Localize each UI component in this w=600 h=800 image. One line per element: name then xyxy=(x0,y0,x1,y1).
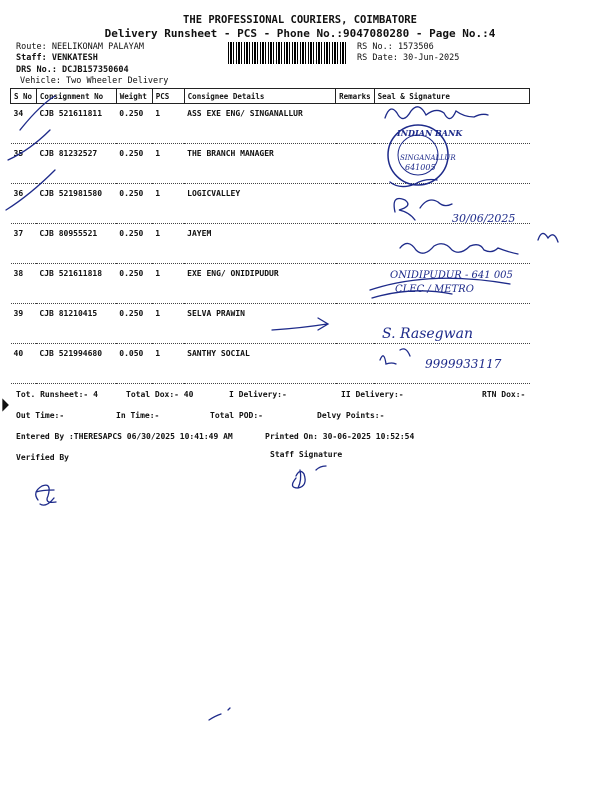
row-consignment: CJB 521611818 xyxy=(36,264,116,304)
row-pcs: 1 xyxy=(152,344,184,384)
row-weight: 0.250 xyxy=(116,104,152,144)
total-runsheet: Tot. Runsheet:- 4 xyxy=(16,390,98,399)
row-consignment: CJB 81210415 xyxy=(36,304,116,344)
row-weight: 0.050 xyxy=(116,344,152,384)
row-sno: 37 xyxy=(11,224,37,264)
rs-date: RS Date: 30-Jun-2025 xyxy=(357,53,460,63)
rtn-dox: RTN Dox:- xyxy=(482,390,526,399)
row-pcs: 1 xyxy=(152,304,184,344)
row-weight: 0.250 xyxy=(116,304,152,344)
col-pcs: PCS xyxy=(152,89,184,104)
row-consignee: ASS EXE ENG/ SINGANALLUR xyxy=(184,104,335,144)
staff-name: VENKATESH xyxy=(51,53,98,63)
i-delivery: I Delivery:- xyxy=(229,390,287,399)
col-weight: Weight xyxy=(116,89,152,104)
total-pod: Total POD:- xyxy=(210,411,263,420)
row-consignment: CJB 521611811 xyxy=(36,104,116,144)
stamp-text: 641005 xyxy=(405,163,436,172)
row-pcs: 1 xyxy=(152,144,184,184)
signature-row-37 xyxy=(400,233,558,254)
staff-signature-mark xyxy=(292,466,326,488)
row-consignment: CJB 81232527 xyxy=(36,144,116,184)
signature-date: 30/06/2025 xyxy=(452,212,516,225)
route: Route: NEELIKONAM PALAYAM xyxy=(16,42,144,52)
rs-number: RS No.: 1573506 xyxy=(357,42,434,52)
signature-row-40 xyxy=(380,349,410,364)
row-consignee: SELVA PRAWIN xyxy=(184,304,335,344)
drs-number: DRS No.: DCJB157350604 xyxy=(16,65,129,75)
punch-hole-mark xyxy=(3,400,8,410)
stamp-text: SINGANALLUR xyxy=(400,154,456,162)
vehicle: Vehicle: Two Wheeler Delivery xyxy=(20,76,169,86)
row-consignee: SANTHY SOCIAL xyxy=(184,344,335,384)
company-name: THE PROFESSIONAL COURIERS, COIMBATORE xyxy=(183,14,417,26)
row-consignment: CJB 521994680 xyxy=(36,344,116,384)
delivered-tick-mark xyxy=(20,96,55,130)
delivered-tick-mark xyxy=(8,130,50,160)
runsheet-subtitle: Delivery Runsheet - PCS - Phone No.:9047080280 - Page No.:4 xyxy=(104,27,496,40)
row-pcs: 1 xyxy=(152,264,184,304)
arrow-mark xyxy=(272,318,328,330)
stamp-text: ONIDIPUDUR - 641 005 xyxy=(390,270,513,281)
signature-row-34 xyxy=(385,107,488,119)
col-sno: S No xyxy=(11,89,37,104)
stamp-text: INDIAN BANK xyxy=(397,128,463,138)
stray-pen-mark xyxy=(209,708,230,720)
ii-delivery: II Delivery:- xyxy=(341,390,404,399)
signature-phone: 9999933117 xyxy=(425,357,502,371)
row-pcs: 1 xyxy=(152,224,184,264)
stamp-text: CLEC / METRO xyxy=(395,284,474,295)
printed-on: Printed On: 30-06-2025 10:52:54 xyxy=(265,432,415,441)
row-weight: 0.250 xyxy=(116,184,152,224)
row-sno: 35 xyxy=(11,144,37,184)
metro-seal-stamp xyxy=(370,270,513,298)
col-seal-signature: Seal & Signature xyxy=(374,89,529,104)
row-consignee: EXE ENG/ ONIDIPUDUR xyxy=(184,264,335,304)
verified-by-label: Verified By xyxy=(16,453,69,462)
staff-label: Staff: xyxy=(16,53,47,63)
delivered-tick-mark xyxy=(6,170,55,210)
staff-signature-label: Staff Signature xyxy=(270,450,343,459)
entered-by: Entered By :THERESAPCS 06/30/2025 10:41:49 AM xyxy=(16,432,233,441)
signature-row-39: S. Rasegwan xyxy=(382,326,473,342)
col-consignee: Consignee Details xyxy=(184,89,335,104)
row-weight: 0.250 xyxy=(116,224,152,264)
row-sno: 40 xyxy=(11,344,37,384)
row-sno: 39 xyxy=(11,304,37,344)
signature-row-36 xyxy=(394,199,452,221)
row-sno: 38 xyxy=(11,264,37,304)
row-weight: 0.250 xyxy=(116,264,152,304)
row-consignee: JAYEM xyxy=(184,224,335,264)
col-consignment: Consignment No xyxy=(36,89,116,104)
col-remarks: Remarks xyxy=(336,89,375,104)
total-dox: Total Dox:- 40 xyxy=(126,390,194,399)
verifier-signature xyxy=(36,485,56,505)
row-sno: 36 xyxy=(11,184,37,224)
row-pcs: 1 xyxy=(152,184,184,224)
row-sno: 34 xyxy=(11,104,37,144)
in-time: In Time:- xyxy=(116,411,160,420)
delivery-points: Delvy Points:- xyxy=(317,411,385,420)
row-consignment: CJB 521981580 xyxy=(36,184,116,224)
out-time: Out Time:- xyxy=(16,411,65,420)
row-consignee: THE BRANCH MANAGER xyxy=(184,144,335,184)
row-weight: 0.250 xyxy=(116,144,152,184)
bank-seal-stamp xyxy=(388,125,463,187)
row-consignee: LOGICVALLEY xyxy=(184,184,335,224)
row-consignment: CJB 80955521 xyxy=(36,224,116,264)
row-pcs: 1 xyxy=(152,104,184,144)
